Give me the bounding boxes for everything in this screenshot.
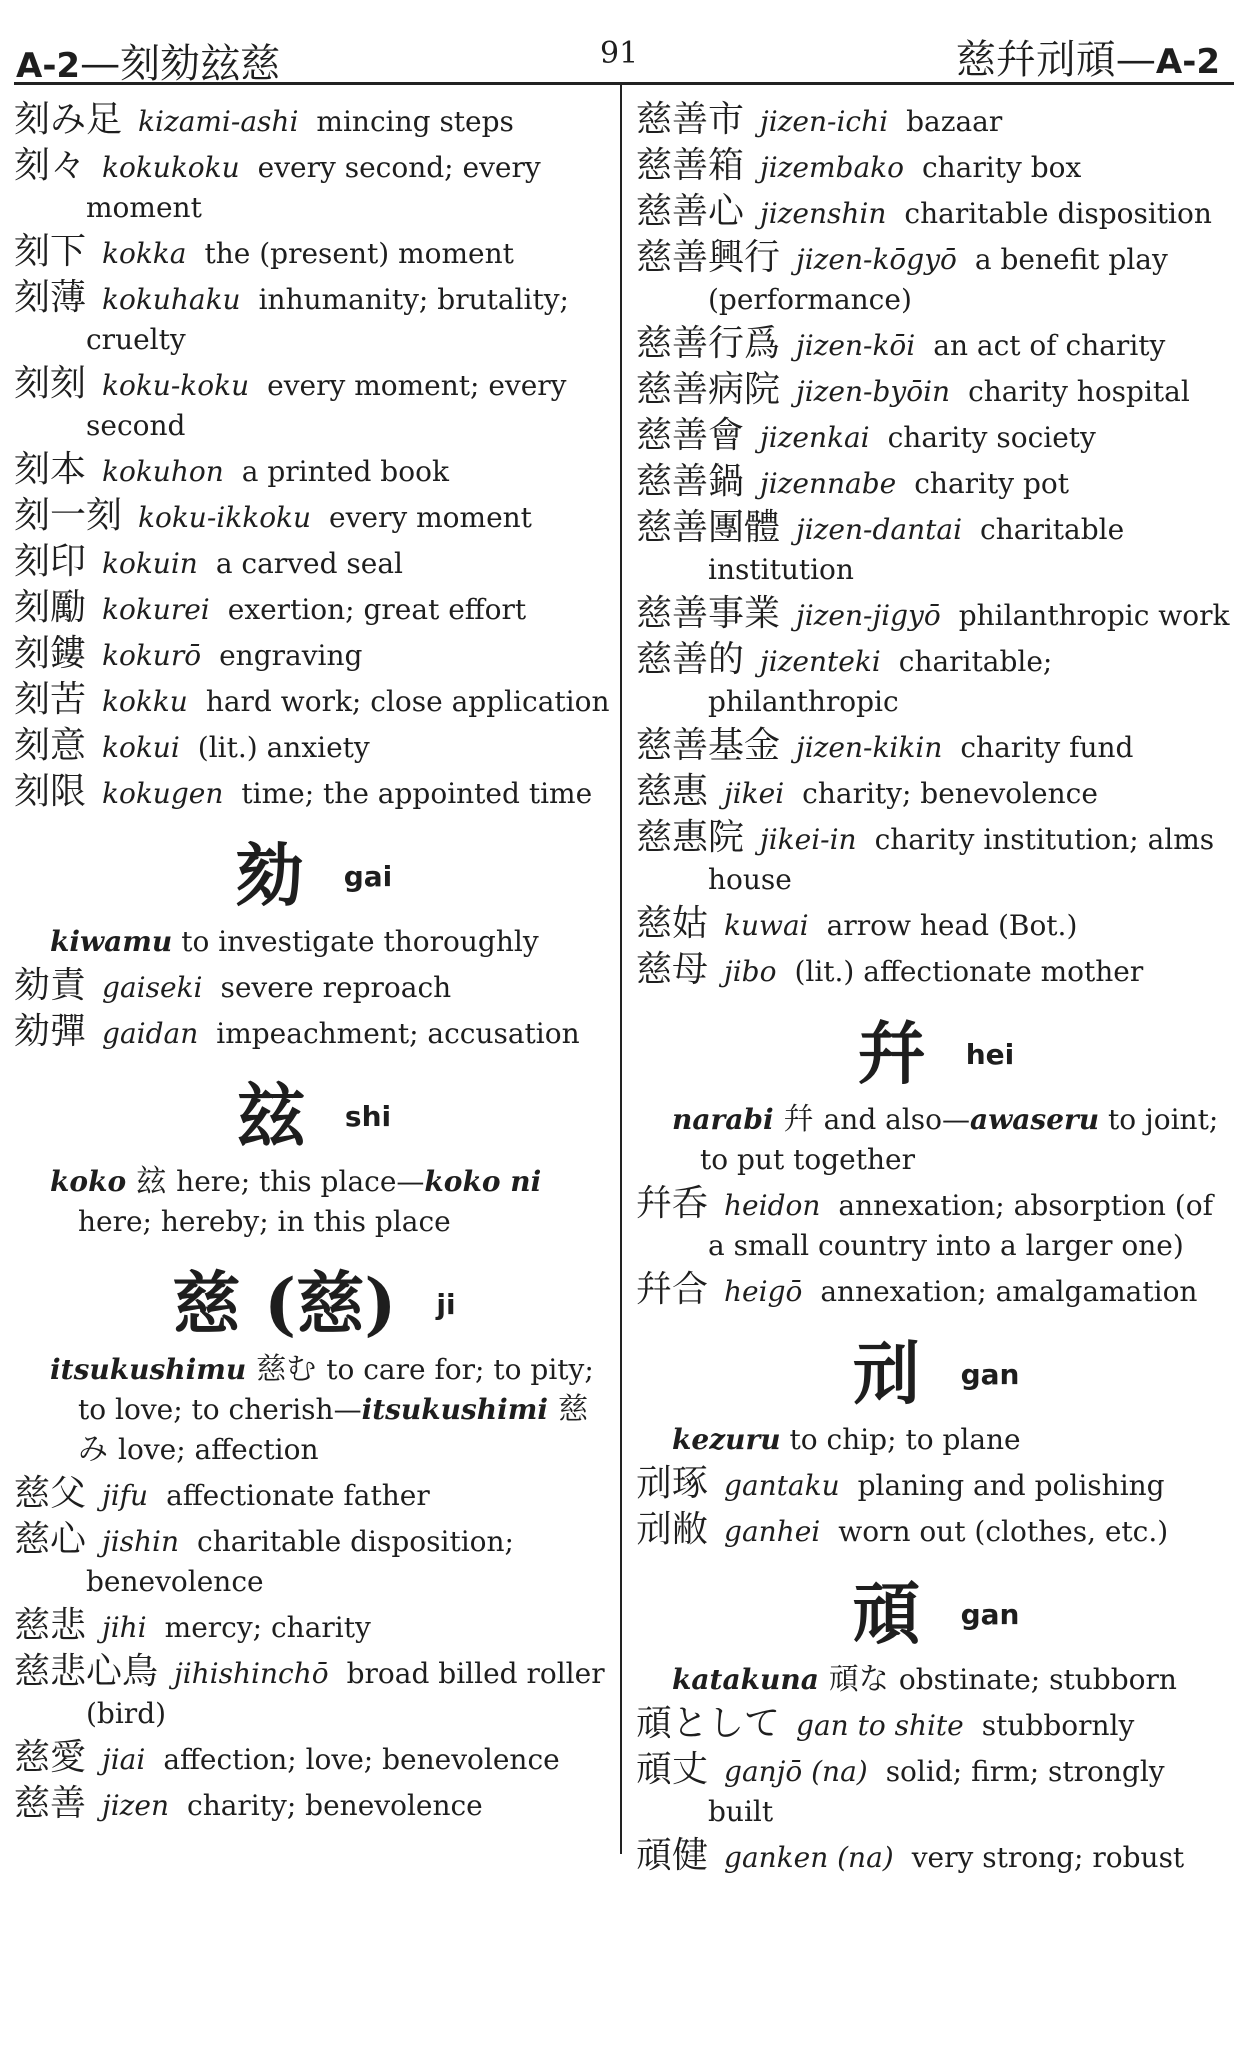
dictionary-entry — [636, 904, 1236, 946]
kun-word: itsukushimu — [50, 1353, 247, 1386]
dictionary-entry — [636, 1270, 1236, 1312]
entry-gloss: a carved seal — [215, 547, 403, 580]
entry-romaji: koku-ikkoku — [138, 501, 312, 534]
entry-romaji: kokui — [102, 731, 180, 764]
entry-romaji: kokukoku — [102, 151, 240, 184]
dictionary-entry — [636, 146, 1236, 188]
kun-reading — [14, 922, 614, 962]
dictionary-entry — [14, 146, 614, 228]
kun-kanji: 慈む — [256, 1352, 317, 1387]
dictionary-entry — [14, 450, 614, 492]
dictionary-entry — [14, 1012, 614, 1054]
dictionary-entry — [14, 680, 614, 722]
entry-gloss: charity; benevolence — [187, 1789, 483, 1822]
entry-gloss: (lit.) affectionate mother — [794, 955, 1144, 988]
entry-romaji: jizenteki — [760, 645, 881, 678]
kun-gloss: obstinate; stubborn — [898, 1663, 1177, 1696]
dictionary-entry — [636, 640, 1236, 722]
entry-kanji: 慈善團體 — [636, 507, 781, 548]
dictionary-entry — [14, 542, 614, 584]
headword-gai — [14, 836, 614, 917]
entry-kanji: 頑として — [636, 1703, 781, 1744]
entry-gloss: charity pot — [914, 467, 1069, 500]
entry-kanji: 慈善會 — [636, 415, 745, 456]
entry-kanji: 刻み足 — [14, 99, 123, 140]
entry-kanji: 刓敝 — [636, 1509, 709, 1550]
dictionary-entry — [636, 462, 1236, 504]
header-right-label: A-2 — [1155, 42, 1220, 82]
entry-gloss: solid; firm; strongly built — [708, 1755, 1165, 1828]
dictionary-entry — [636, 1464, 1236, 1506]
dictionary-entry — [636, 1704, 1236, 1746]
entry-gloss: charitable institution — [708, 513, 1125, 586]
entry-gloss: severe reproach — [220, 971, 452, 1004]
entry-romaji: koku-koku — [102, 369, 250, 402]
entry-romaji: jizen-jigyō — [796, 599, 941, 632]
headword-reading: gan — [960, 1597, 1020, 1631]
entry-kanji: 刻勵 — [14, 587, 87, 628]
entry-gloss: every moment — [329, 501, 532, 534]
dictionary-entry — [14, 772, 614, 814]
header-left-label: A-2 — [16, 46, 81, 86]
entry-romaji: ganken (na) — [724, 1841, 894, 1874]
entry-gloss: hard work; close application — [205, 685, 610, 718]
dictionary-entry — [636, 416, 1236, 458]
dictionary-entry — [636, 1836, 1236, 1878]
entry-kanji: 慈悲 — [14, 1605, 87, 1646]
headword-kanji: 刓 — [852, 1334, 921, 1415]
entry-gloss: charity box — [921, 151, 1082, 184]
entry-kanji: 刻刻 — [14, 363, 87, 404]
kun-word-2: awaseru — [970, 1103, 1100, 1136]
entry-romaji: jizen-byōin — [796, 375, 951, 408]
entry-kanji: 慈善行爲 — [636, 323, 781, 364]
entry-gloss: charitable disposition; benevolence — [86, 1525, 514, 1598]
entry-romaji: ganhei — [724, 1515, 821, 1548]
entry-romaji: kokku — [102, 685, 188, 718]
entry-gloss: charitable; philanthropic — [708, 645, 1053, 718]
header-rule — [14, 82, 1234, 85]
entry-romaji: kokurō — [102, 639, 202, 672]
header-right-kanji: 慈幷刓頑— — [955, 37, 1156, 83]
dictionary-entry — [636, 772, 1236, 814]
entry-kanji: 慈善鍋 — [636, 461, 745, 502]
entry-list — [14, 1474, 614, 1826]
entry-romaji: jizen-dantai — [796, 513, 963, 546]
entry-gloss: mincing steps — [316, 105, 514, 138]
entry-kanji: 刻意 — [14, 725, 87, 766]
entry-gloss: charity; benevolence — [802, 777, 1098, 810]
entry-gloss: mercy; charity — [164, 1611, 371, 1644]
entry-gloss: affection; love; benevolence — [163, 1743, 560, 1776]
entry-romaji: jizen-kōi — [796, 329, 916, 362]
entry-romaji: jizen — [102, 1789, 170, 1822]
entry-romaji: kokugen — [102, 777, 224, 810]
page-header — [0, 28, 1248, 88]
entry-gloss: annexation; absorption (of a small country into a larger one) — [708, 1189, 1213, 1262]
headword-gan-2 — [636, 1574, 1236, 1655]
entry-kanji: 慈善病院 — [636, 369, 781, 410]
dictionary-entry — [636, 192, 1236, 234]
entry-gloss: the (present) moment — [204, 237, 514, 270]
entry-kanji: 刻苦 — [14, 679, 87, 720]
dictionary-entry — [636, 726, 1236, 768]
dictionary-entry — [14, 1738, 614, 1780]
entry-kanji: 慈惠 — [636, 771, 709, 812]
entry-gloss: broad billed roller (bird) — [86, 1657, 605, 1730]
dictionary-entry — [14, 364, 614, 446]
dictionary-entry — [14, 278, 614, 360]
entry-gloss: impeachment; accusation — [216, 1017, 580, 1050]
entry-kanji: 慈悲心鳥 — [14, 1651, 159, 1692]
entry-romaji: jihi — [102, 1611, 147, 1644]
entry-romaji: gaidan — [102, 1017, 199, 1050]
dictionary-entry — [14, 1784, 614, 1826]
entry-romaji: jizen-ichi — [760, 105, 889, 138]
dictionary-entry — [636, 324, 1236, 366]
headword-kanji: 慈 (慈) — [172, 1264, 397, 1345]
headword-kanji: 玆 — [236, 1076, 305, 1157]
entry-romaji: heidon — [724, 1189, 821, 1222]
kun-reading — [14, 1350, 614, 1470]
entry-gloss: exertion; great effort — [227, 593, 527, 626]
entry-kanji: 刻一刻 — [14, 495, 123, 536]
entry-gloss: philanthropic work — [958, 599, 1230, 632]
entry-gloss: (lit.) anxiety — [197, 731, 370, 764]
page-number: 91 — [600, 36, 639, 71]
headword-kanji: 頑 — [852, 1574, 921, 1655]
dictionary-entry — [14, 1606, 614, 1648]
dictionary-entry — [636, 1750, 1236, 1832]
entry-gloss: an act of charity — [933, 329, 1166, 362]
entry-romaji: jizen-kōgyō — [796, 243, 957, 276]
dictionary-entry — [14, 1652, 614, 1734]
entry-romaji: jiai — [102, 1743, 146, 1776]
header-left — [16, 32, 280, 89]
entry-romaji: jizennabe — [760, 467, 897, 500]
kun-gloss: to chip; to plane — [789, 1423, 1021, 1456]
entry-kanji: 慈善箱 — [636, 145, 745, 186]
entry-romaji: jizenshin — [760, 197, 887, 230]
entry-gloss: charity fund — [960, 731, 1134, 764]
header-right — [956, 28, 1220, 85]
entry-romaji: gantaku — [724, 1469, 840, 1502]
entry-kanji: 慈善的 — [636, 639, 745, 680]
kun-kanji: 頑な — [828, 1662, 889, 1697]
entry-kanji: 刻印 — [14, 541, 87, 582]
entry-kanji: 慈惠院 — [636, 817, 745, 858]
entry-romaji: jihishinchō — [174, 1657, 329, 1690]
entry-gloss: a benefit play (performance) — [708, 243, 1168, 316]
entry-kanji: 慈善事業 — [636, 593, 781, 634]
entry-romaji: kokuhaku — [102, 283, 241, 316]
kun-gloss-2: here; hereby; in this place — [78, 1205, 451, 1238]
kun-gloss: to care for; to pity; to love; to cherish— — [78, 1353, 594, 1426]
entry-kanji: 劾彈 — [14, 1011, 87, 1052]
entry-list — [14, 100, 614, 814]
entry-kanji: 刻下 — [14, 231, 87, 272]
entry-kanji: 慈父 — [14, 1473, 87, 1514]
kun-word: kezuru — [672, 1423, 781, 1456]
entry-kanji: 慈善市 — [636, 99, 745, 140]
kun-gloss: to investigate thoroughly — [181, 925, 539, 958]
dictionary-entry — [636, 818, 1236, 900]
entry-romaji: kokurei — [102, 593, 210, 626]
entry-kanji: 慈姑 — [636, 903, 709, 944]
entry-romaji: gaiseki — [102, 971, 203, 1004]
right-column — [636, 100, 1236, 1882]
entry-romaji: jibo — [724, 955, 777, 988]
kun-word: katakuna — [672, 1663, 819, 1696]
headword-hei — [636, 1014, 1236, 1095]
kun-reading — [636, 1660, 1236, 1700]
entry-gloss: very strong; robust — [911, 1841, 1185, 1874]
entry-gloss: arrow head (Bot.) — [826, 909, 1078, 942]
headword-shi — [14, 1076, 614, 1157]
entry-romaji: kuwai — [724, 909, 809, 942]
entry-kanji: 慈善 — [14, 1783, 87, 1824]
dictionary-entry — [14, 1520, 614, 1602]
dictionary-entry — [14, 726, 614, 768]
entry-gloss: charity institution; alms house — [708, 823, 1215, 896]
dictionary-entry — [636, 100, 1236, 142]
entry-kanji: 刓琢 — [636, 1463, 709, 1504]
entry-gloss: time; the appointed time — [241, 777, 593, 810]
headword-reading: ji — [436, 1287, 456, 1321]
kun-kanji-2: 慈み — [78, 1392, 589, 1467]
kun-word-2: koko ni — [424, 1165, 542, 1198]
column-divider — [620, 84, 622, 1854]
headword-kanji: 幷 — [857, 1014, 926, 1095]
entry-gloss: planing and polishing — [857, 1469, 1165, 1502]
entry-romaji: gan to shite — [796, 1709, 964, 1742]
entry-romaji: kokka — [102, 237, 187, 270]
entry-kanji: 刻限 — [14, 771, 87, 812]
dictionary-entry — [636, 950, 1236, 992]
header-left-kanji: —刻劾玆慈 — [80, 41, 281, 87]
entry-gloss: worn out (clothes, etc.) — [838, 1515, 1169, 1548]
dictionary-entry — [636, 594, 1236, 636]
headword-ji — [14, 1264, 614, 1345]
headword-reading: gan — [960, 1357, 1020, 1391]
entry-romaji: jifu — [102, 1479, 149, 1512]
entry-romaji: kokuhon — [102, 455, 224, 488]
entry-gloss: every moment; every second — [86, 369, 567, 442]
entry-romaji: jizembako — [760, 151, 904, 184]
entry-kanji: 慈心 — [14, 1519, 87, 1560]
dictionary-entry — [636, 238, 1236, 320]
entry-gloss: charity society — [887, 421, 1096, 454]
kun-word: kiwamu — [50, 925, 173, 958]
headword-gan-1 — [636, 1334, 1236, 1415]
entry-kanji: 刻薄 — [14, 277, 87, 318]
entry-gloss: annexation; amalgamation — [820, 1275, 1198, 1308]
entry-romaji: jikei — [724, 777, 785, 810]
entry-gloss: engraving — [219, 639, 363, 672]
dictionary-entry — [14, 966, 614, 1008]
kun-gloss-2: to joint; to put together — [700, 1103, 1219, 1176]
kun-reading — [636, 1420, 1236, 1460]
entry-gloss: stubbornly — [981, 1709, 1135, 1742]
entry-romaji: jishin — [102, 1525, 180, 1558]
kun-kanji: 幷 — [783, 1102, 814, 1137]
entry-kanji: 慈愛 — [14, 1737, 87, 1778]
entry-gloss: inhumanity; brutality; cruelty — [86, 283, 569, 356]
entry-romaji: jizenkai — [760, 421, 870, 454]
entry-romaji: jikei-in — [760, 823, 857, 856]
entry-kanji: 頑健 — [636, 1835, 709, 1876]
entry-gloss: a printed book — [241, 455, 449, 488]
dictionary-entry — [14, 496, 614, 538]
dictionary-entry — [14, 1474, 614, 1516]
dictionary-entry — [14, 232, 614, 274]
entry-kanji: 慈善心 — [636, 191, 745, 232]
kun-reading — [636, 1100, 1236, 1180]
dictionary-entry — [636, 508, 1236, 590]
entry-kanji: 慈善興行 — [636, 237, 781, 278]
entry-list — [14, 966, 614, 1054]
headword-reading: shi — [344, 1099, 392, 1133]
entry-kanji: 慈母 — [636, 949, 709, 990]
entry-gloss: charitable disposition — [904, 197, 1212, 230]
dictionary-entry — [14, 634, 614, 676]
kun-word: narabi — [672, 1103, 774, 1136]
dictionary-entry — [636, 1510, 1236, 1552]
entry-kanji: 刻本 — [14, 449, 87, 490]
dictionary-entry — [14, 100, 614, 142]
entry-kanji: 頑丈 — [636, 1749, 709, 1790]
entry-kanji: 幷呑 — [636, 1183, 709, 1224]
entry-gloss: charity hospital — [968, 375, 1190, 408]
left-column — [14, 100, 614, 1830]
headword-reading: hei — [965, 1037, 1015, 1071]
entry-romaji: kizami-ashi — [138, 105, 299, 138]
kun-word: koko — [50, 1165, 127, 1198]
entry-kanji: 刻鏤 — [14, 633, 87, 674]
entry-gloss: every second; every moment — [86, 151, 541, 224]
entry-gloss: bazaar — [906, 105, 1003, 138]
kun-gloss-2: love; affection — [118, 1433, 319, 1466]
entry-kanji: 劾責 — [14, 965, 87, 1006]
headword-kanji: 劾 — [235, 836, 304, 917]
entry-gloss: affectionate father — [166, 1479, 430, 1512]
entry-kanji: 刻々 — [14, 145, 87, 186]
entry-kanji: 幷合 — [636, 1269, 709, 1310]
entry-list — [636, 1464, 1236, 1552]
kun-kanji: 玆 — [136, 1164, 167, 1199]
kun-gloss: and also— — [823, 1103, 971, 1136]
entry-romaji: kokuin — [102, 547, 198, 580]
entry-kanji: 慈善基金 — [636, 725, 781, 766]
dictionary-entry — [14, 588, 614, 630]
entry-list — [636, 1184, 1236, 1312]
entry-list — [636, 100, 1236, 992]
headword-reading: gai — [343, 859, 393, 893]
kun-word-2: itsukushimi — [361, 1393, 549, 1426]
entry-romaji: ganjō (na) — [724, 1755, 868, 1788]
kun-gloss: here; this place— — [176, 1165, 425, 1198]
kun-reading — [14, 1162, 614, 1242]
entry-romaji: jizen-kikin — [796, 731, 943, 764]
dictionary-entry — [636, 370, 1236, 412]
dictionary-entry — [636, 1184, 1236, 1266]
entry-romaji: heigō — [724, 1275, 803, 1308]
entry-list — [636, 1704, 1236, 1878]
